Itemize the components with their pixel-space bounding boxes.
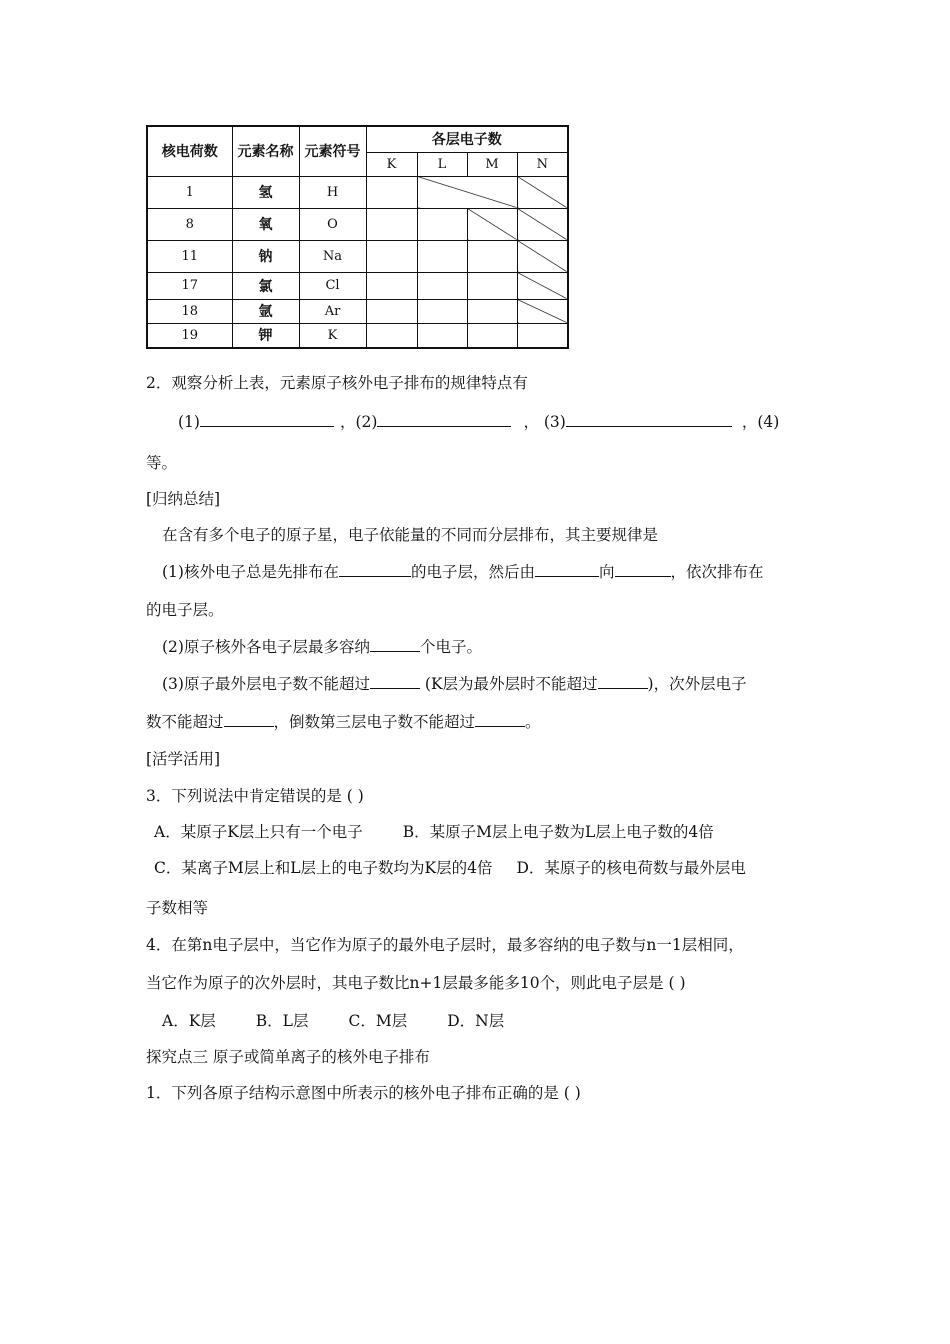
blank-label-3: ， (3) [523,413,566,431]
table-row [147,323,568,348]
cell-m [467,323,517,348]
cell-m [467,272,517,299]
option-d[interactable]: D．N层 [447,1012,505,1030]
table-row [147,299,568,323]
cell-k [366,240,417,272]
rule-1-blank-a[interactable] [339,561,411,577]
blank-label-4: ，(4) [741,413,780,431]
option-d-cont: 子数相等 [146,899,209,917]
cell-l [417,299,467,323]
rule-1-end: 的电子层。 [146,601,224,619]
section-3-question-1: 1．下列各原子结构示意图中所表示的核外电子排布正确的是 ( ) [146,1084,581,1102]
question-2-blanks [178,411,779,433]
practice-heading: [活学活用] [146,750,221,768]
rule-1 [162,561,764,583]
cell-k [366,272,417,299]
header-element-symbol: 元素符号 [299,126,366,176]
cell-k [366,176,417,208]
rule-3-text-a: (3)原子最外层电子数不能超过 [162,675,370,693]
answer-blank-2[interactable] [377,411,511,427]
header-shell-m: M [467,152,517,176]
cell-symbol: Na [299,240,366,272]
cell-crossed [467,208,517,240]
question-2-end: 等。 [146,454,178,472]
cell-name: 氩 [232,299,299,323]
rule-3-text-c: )，次外层电子 [647,675,747,693]
rule-3-text-d: 数不能超过 [146,713,224,731]
electron-shell-table [146,125,569,349]
cell-symbol: Cl [299,272,366,299]
cell-name: 氢 [232,176,299,208]
rule-2-text-a: (2)原子核外各电子层最多容纳 [162,638,370,656]
rule-1-text-c: 向 [598,563,615,581]
question-2-text: 2．观察分析上表，元素原子核外电子排布的规律特点有 [146,374,528,392]
cell-l [417,240,467,272]
cell-k [366,299,417,323]
rule-1-blank-b[interactable] [535,561,599,577]
option-d[interactable]: D．某原子的核电荷数与最外层电 [516,859,746,877]
question-4-line-1: 4．在第n电子层中，当它作为原子的最外电子层时，最多容纳的电子数与n一1层相同， [146,936,744,954]
blank-label-2: ，(2) [339,413,378,431]
rule-1-text-b: 的电子层，然后由 [410,563,535,581]
cell-k [366,208,417,240]
rule-3-blank-a[interactable] [370,673,420,689]
rule-2 [162,636,482,658]
rule-3-blank-c[interactable] [224,711,274,727]
question-3-options-cd [154,857,746,879]
summary-intro: 在含有多个电子的原子星，电子依能量的不同而分层排布，其主要规律是 [162,526,659,544]
rule-3-cont [146,711,541,733]
answer-blank-1[interactable] [200,411,334,427]
header-element-name: 元素名称 [232,126,299,176]
header-shell-electrons: 各层电子数 [366,126,568,152]
cell-name: 钠 [232,240,299,272]
section-3-heading: 探究点三 原子或简单离子的核外电子排布 [146,1048,430,1066]
cell-crossed [517,299,568,323]
answer-blank-3[interactable] [566,411,732,427]
option-a[interactable]: A．K层 [162,1012,216,1030]
option-a[interactable]: A．某原子K层上只有一个电子 [154,823,363,841]
option-c[interactable]: C．M层 [348,1012,408,1030]
rule-1-text-a: (1)核外电子总是先排布在 [162,563,339,581]
cell-crossed [417,176,517,208]
cell-crossed [517,240,568,272]
cell-charge: 11 [147,240,232,272]
cell-symbol: K [299,323,366,348]
blank-label-1: (1) [178,413,200,431]
cell-l [417,323,467,348]
question-4-options [162,1010,504,1032]
cell-name: 钾 [232,323,299,348]
table-row [147,240,568,272]
cell-m [467,299,517,323]
header-shell-k: K [366,152,417,176]
cell-crossed [517,272,568,299]
cell-l [417,208,467,240]
rule-1-blank-c[interactable] [615,561,671,577]
rule-3-blank-d[interactable] [475,711,525,727]
rule-3-blank-b[interactable] [598,673,648,689]
cell-symbol: H [299,176,366,208]
cell-m [467,240,517,272]
summary-heading: [归纳总结] [146,490,221,508]
cell-crossed [517,208,568,240]
header-charge: 核电荷数 [147,126,232,176]
table-row [147,208,568,240]
cell-name: 氧 [232,208,299,240]
cell-charge: 8 [147,208,232,240]
table-row [147,272,568,299]
cell-charge: 17 [147,272,232,299]
rule-1-text-d: ，依次排布在 [670,563,764,581]
cell-charge: 18 [147,299,232,323]
cell-charge: 19 [147,323,232,348]
option-c[interactable]: C．某离子M层上和L层上的电子数均为K层的4倍 [154,859,493,877]
rule-3-text-f: 。 [525,713,541,731]
question-4-line-2: 当它作为原子的次外层时，其电子数比n+1层最多能多10个，则此电子层是 ( ) [146,974,686,992]
rule-3 [162,673,747,695]
cell-crossed [517,176,568,208]
rule-3-text-b: (K层为最外层时不能超过 [419,675,598,693]
table-row [147,176,568,208]
header-shell-n: N [517,152,568,176]
cell-name: 氯 [232,272,299,299]
rule-2-blank[interactable] [370,636,420,652]
cell-k [366,323,417,348]
cell-symbol: O [299,208,366,240]
rule-2-text-b: 个电子。 [419,638,482,656]
cell-l [417,272,467,299]
header-shell-l: L [417,152,467,176]
cell-n [517,323,568,348]
question-3-options-ab [154,821,714,843]
cell-charge: 1 [147,176,232,208]
cell-symbol: Ar [299,299,366,323]
option-b[interactable]: B．某原子M层上电子数为L层上电子数的4倍 [402,823,714,841]
question-3-text: 3．下列说法中肯定错误的是 ( ) [146,787,364,805]
option-b[interactable]: B．L层 [255,1012,309,1030]
rule-3-text-e: ，倒数第三层电子数不能超过 [273,713,476,731]
